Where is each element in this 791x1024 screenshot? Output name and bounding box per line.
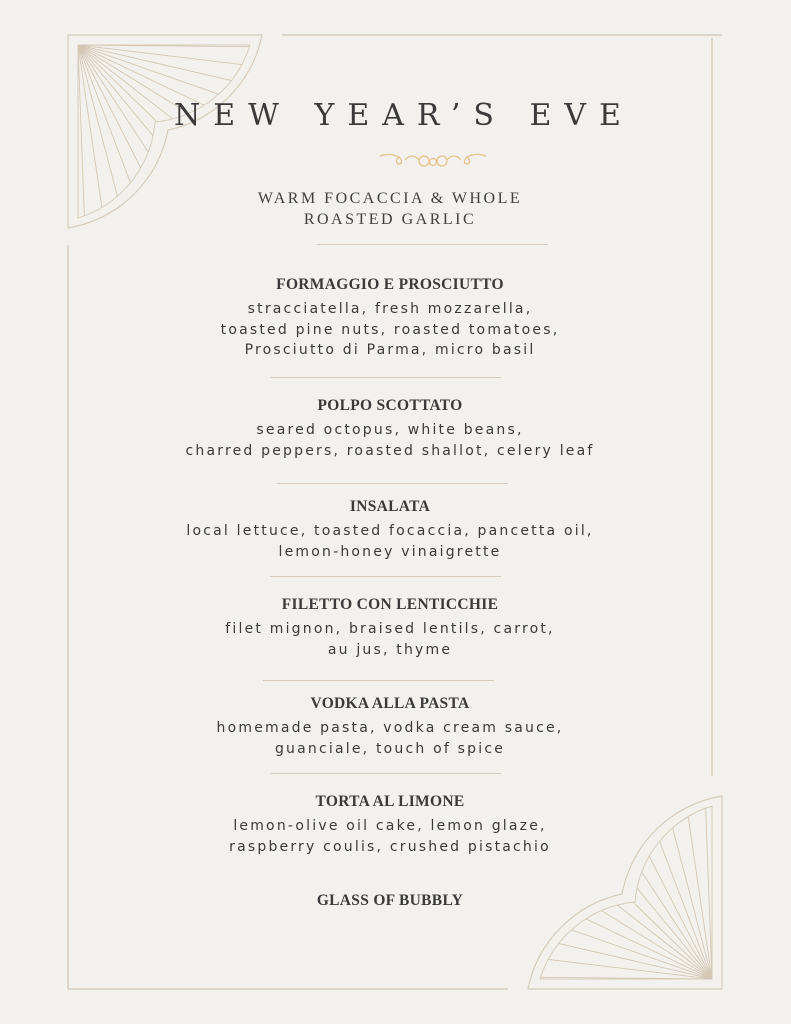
menu-item-title: FORMAGGIO E PROSCIUTTO [276,276,504,293]
menu-item-description [0,718,780,759]
divider [277,483,508,484]
description-line: local lettuce, toasted focaccia, pancetta oil, [186,523,594,539]
menu-item-description [0,521,780,562]
description-line: stracciatella, fresh mozzarella, [247,301,533,317]
description-line: filet mignon, braised lentils, carrot, [225,621,555,637]
divider [270,576,501,577]
description-line: homemade pasta, vodka cream sauce, [216,720,564,736]
starter-course [0,188,780,230]
corner-ornament-top-left [68,35,338,305]
menu-item-title: POLPO SCOTTATO [317,397,463,414]
divider [263,680,494,681]
flourish-ornament-icon [380,154,486,166]
starter-line: WARM FOCACCIA & WHOLE [257,190,523,207]
menu-item [0,793,780,857]
menu-item-description [0,420,780,461]
menu-item-description [0,816,780,857]
description-line: guanciale, touch of spice [274,740,506,757]
description-line: toasted pine nuts, roasted tomatoes, [220,321,560,338]
menu-item [0,276,780,361]
divider [270,377,501,378]
divider [317,244,548,245]
menu-item [0,397,780,461]
starter-line: ROASTED GARLIC [303,211,477,228]
menu-item [0,498,780,562]
menu-item [0,695,780,759]
divider [270,773,501,774]
description-line: au jus, thyme [327,641,453,658]
description-line: charred peppers, roasted shallot, celery leaf [185,442,595,459]
description-line: seared octopus, white beans, [256,422,524,438]
menu-item [0,596,780,660]
menu-item-description [0,619,780,660]
menu-item-title: INSALATA [349,498,431,515]
description-line: lemon-honey vinaigrette [278,543,502,560]
description-line: lemon-olive oil cake, lemon glaze, [233,818,547,834]
description-line: Prosciutto di Parma, micro basil [244,342,536,358]
menu-item-title: TORTA AL LIMONE [315,793,465,810]
menu-item-title: GLASS OF BUBBLY [316,892,464,909]
menu-item-description [0,299,780,361]
menu-item-title: FILETTO CON LENTICCHIE [281,596,499,613]
menu-item [0,892,780,910]
menu-item-title: VODKA ALLA PASTA [310,695,470,712]
page-title: NEW YEAR’S EVE [174,98,634,133]
description-line: raspberry coulis, crushed pistachio [229,838,551,855]
